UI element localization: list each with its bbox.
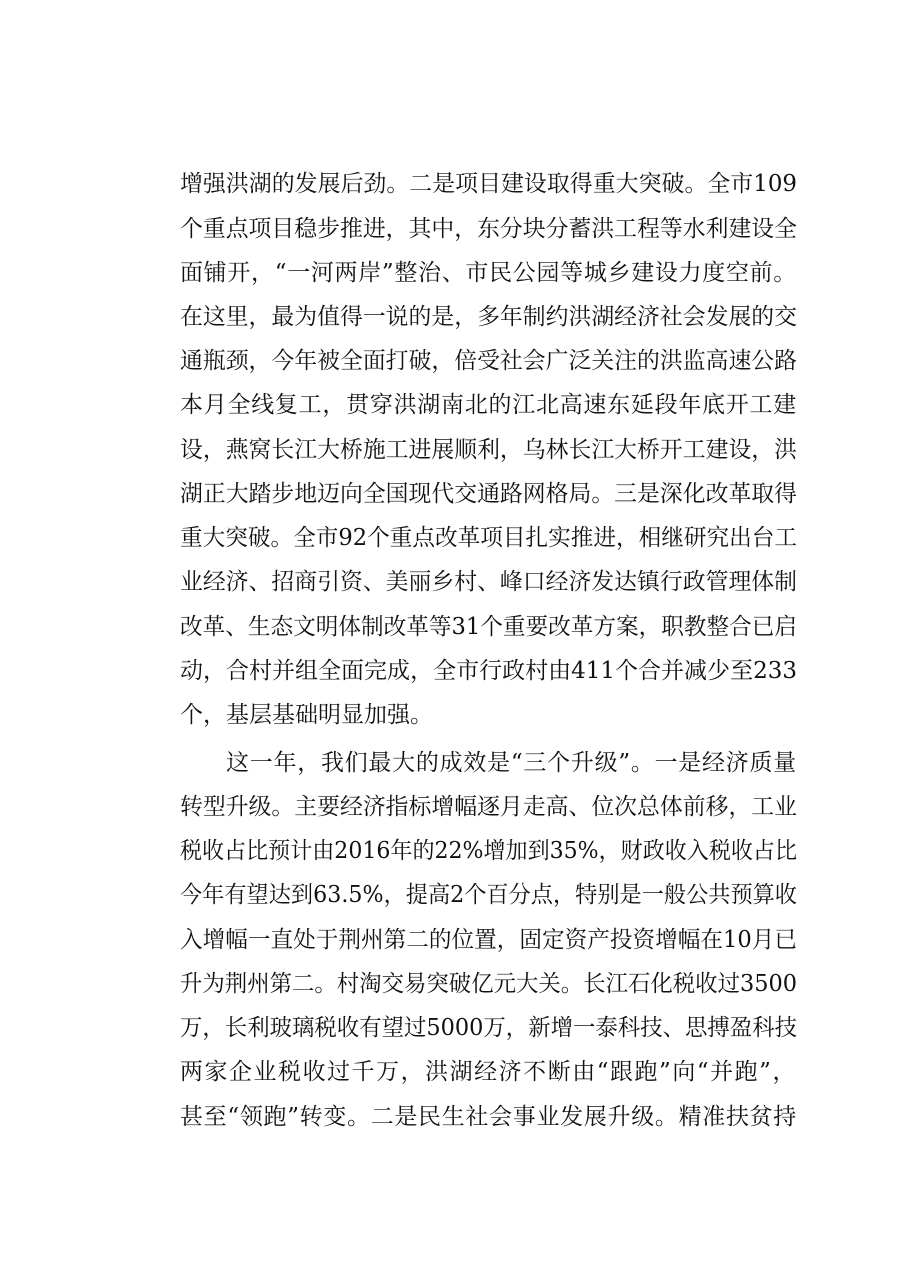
text-line: 业经济、招商引资、美丽乡村、峰口经济发达镇行政管理体制: [180, 569, 797, 595]
text-line: 个，基层基础明显加强。: [180, 702, 433, 728]
text-line: 甚至“领跑”转变。二是民生社会事业发展升级。精准扶贫持: [180, 1104, 797, 1130]
text-line: 转型升级。主要经济指标增幅逐月走高、位次总体前移，工业: [180, 794, 797, 820]
text-line: 税收占比预计由2016年的22%增加到35%，财政收入税收占比: [180, 838, 797, 864]
text-line: 两家企业税收过千万，洪湖经济不断由“跟跑”向“并跑”，: [180, 1059, 797, 1085]
text-line: 重大突破。全市92个重点改革项目扎实推进，相继研究出台工: [180, 525, 797, 551]
text-line: 面铺开，“一河两岸”整治、市民公园等城乡建设力度空前。: [180, 260, 797, 286]
text-line: 入增幅一直处于荆州第二的位置，固定资产投资增幅在10月已: [180, 927, 797, 953]
text-line: 通瓶颈，今年被全面打破，倍受社会广泛关注的洪监高速公路: [180, 348, 797, 374]
text-line: 今年有望达到63.5%，提高2个百分点，特别是一般公共预算收: [180, 882, 797, 908]
text-line: 设，燕窝长江大桥施工进展顺利，乌林长江大桥开工建设，洪: [180, 437, 797, 463]
text-line: 增强洪湖的发展后劲。二是项目建设取得重大突破。全市109: [180, 171, 797, 197]
text-line: 本月全线复工，贯穿洪湖南北的江北高速东延段年底开工建: [180, 392, 797, 418]
text-line: 个重点项目稳步推进，其中，东分块分蓄洪工程等水利建设全: [180, 216, 797, 242]
text-line: 升为荆州第二。村淘交易突破亿元大关。长江石化税收过3500: [180, 971, 797, 997]
text-line: 万，长利玻璃税收有望过5000万，新增一泰科技、思搏盈科技: [180, 1015, 797, 1041]
text-line: 改革、生态文明体制改革等31个重要改革方案，职教整合已启: [180, 614, 797, 640]
text-line: 动，合村并组全面完成，全市行政村由411个合并减少至233: [180, 658, 797, 684]
paragraph-first-line: 这一年，我们最大的成效是“三个升级”。一是经济质量: [226, 750, 797, 776]
text-line: 在这里，最为值得一说的是，多年制约洪湖经济社会发展的交: [180, 304, 797, 330]
text-line: 湖正大踏步地迈向全国现代交通路网格局。三是深化改革取得: [180, 481, 797, 507]
